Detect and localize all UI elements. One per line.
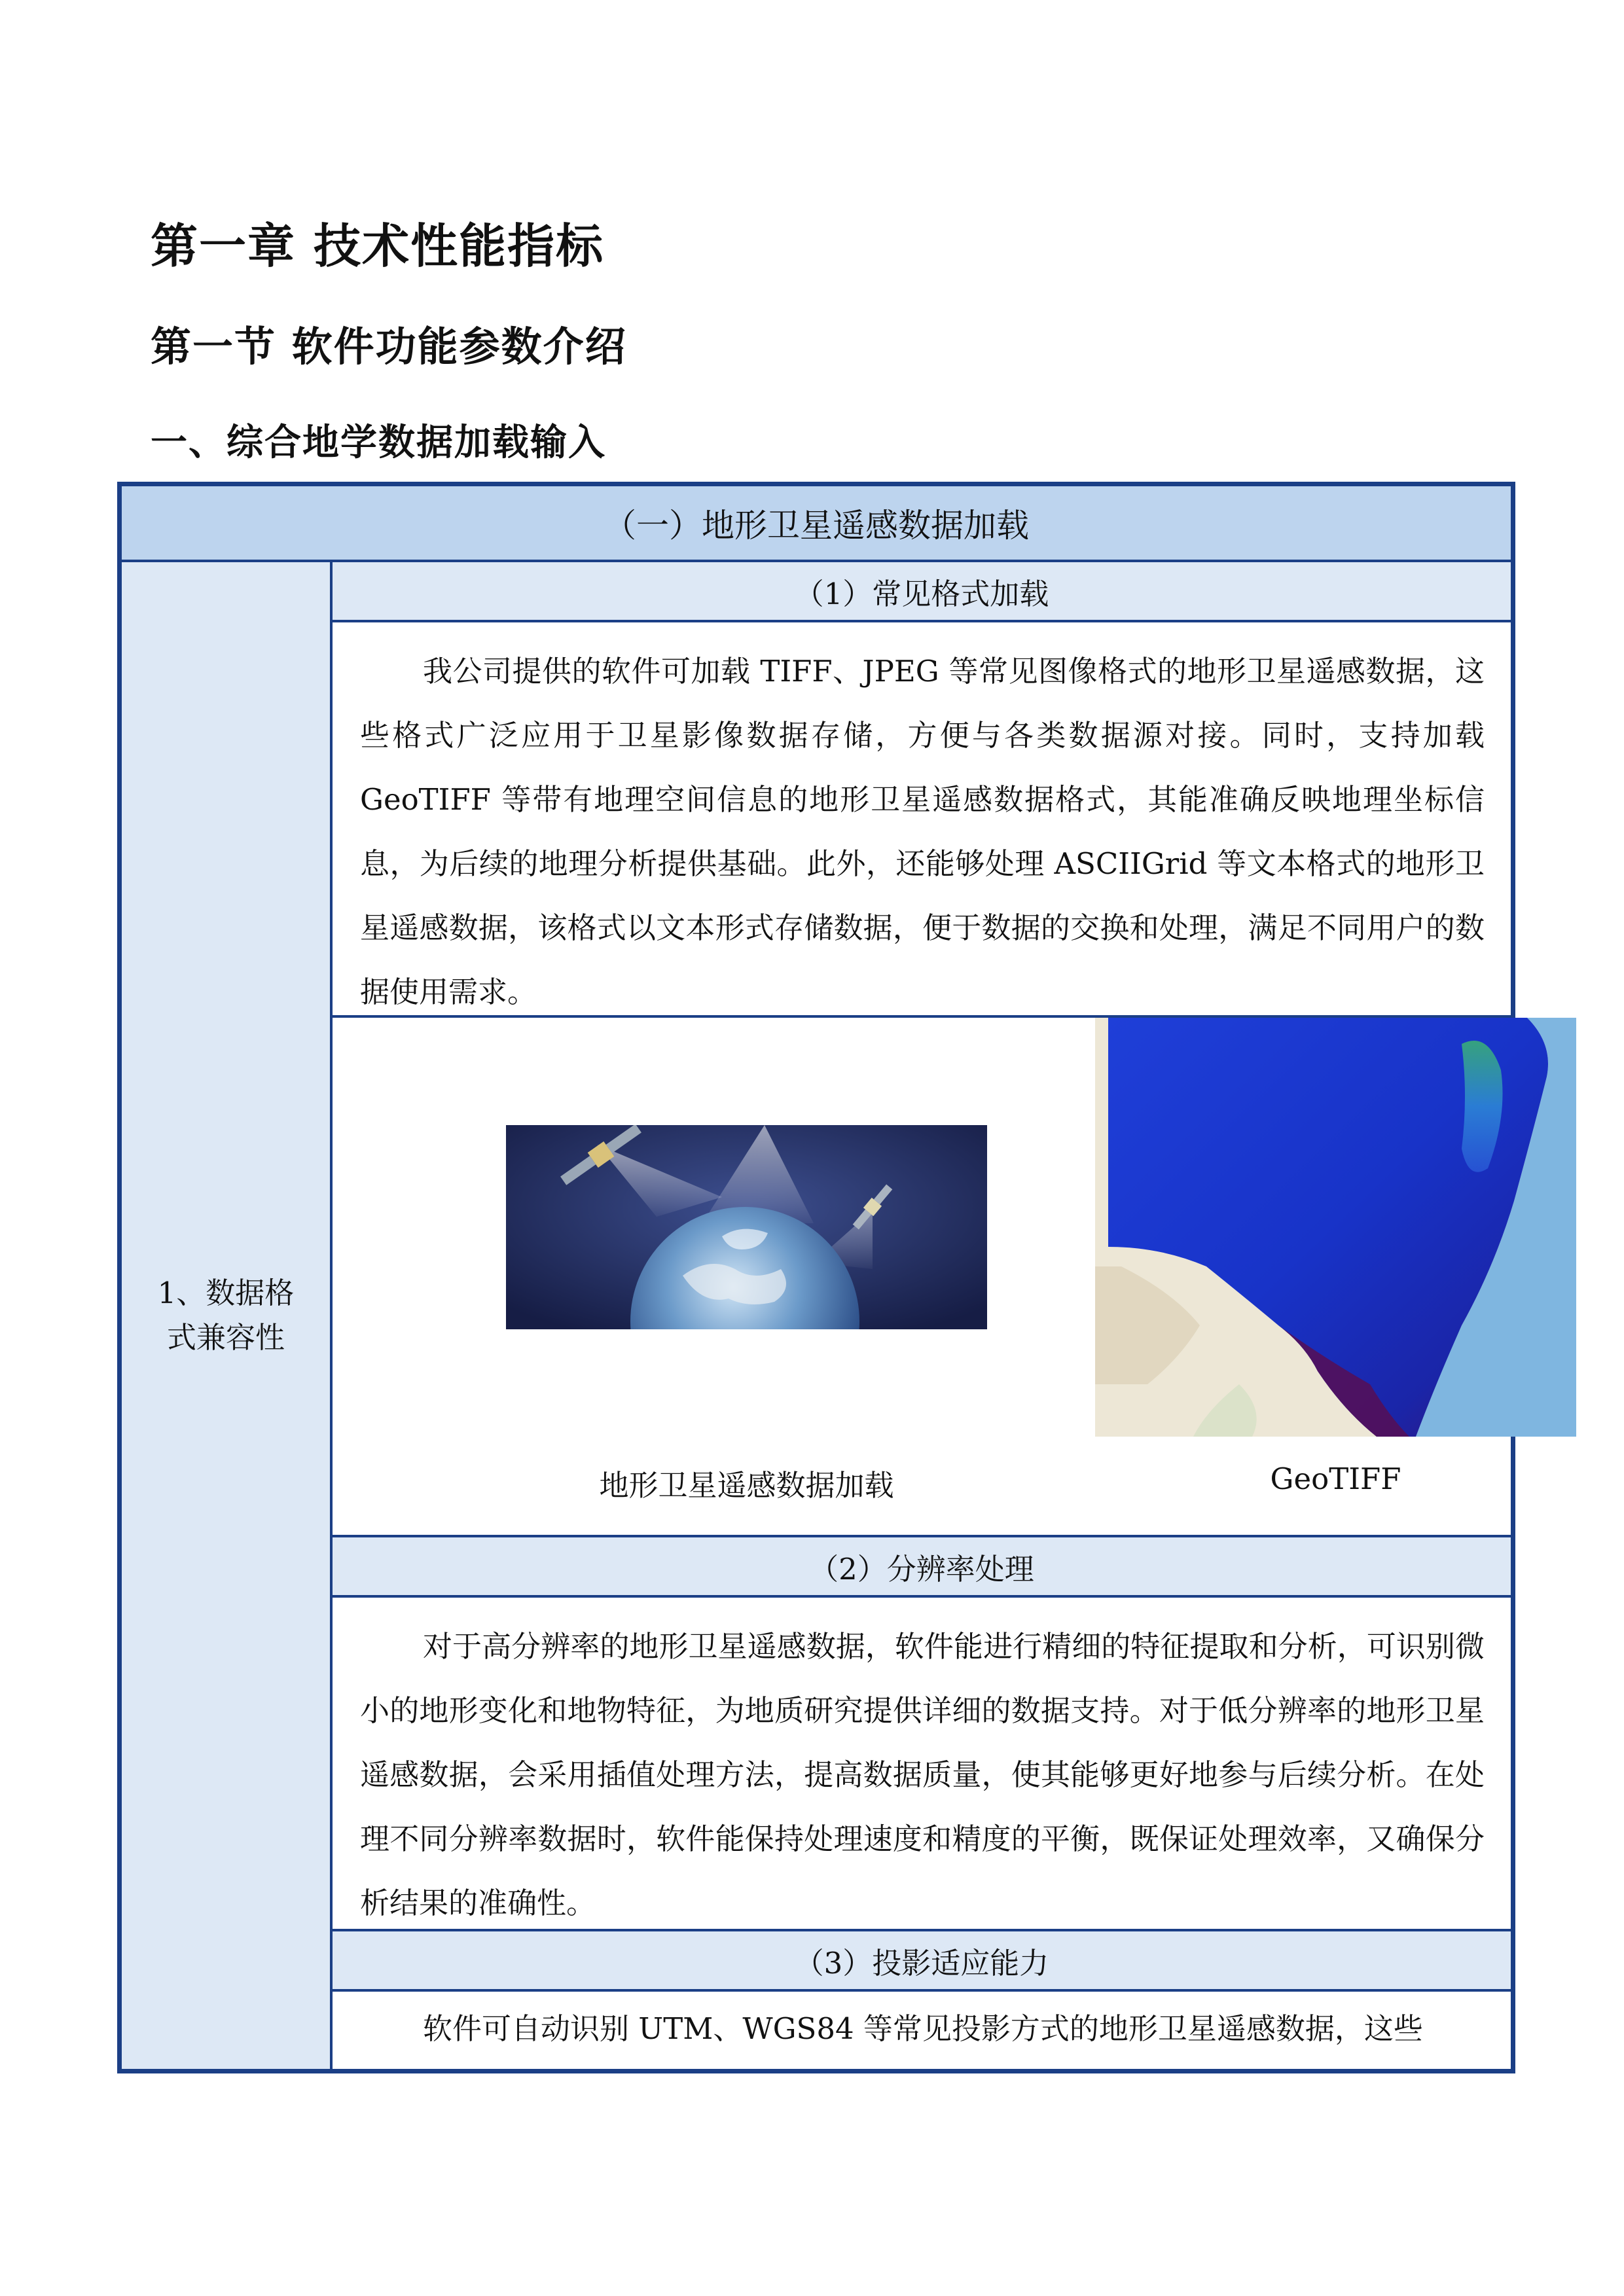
paragraph-projection: 软件可自动识别 UTM、WGS84 等常见投影方式的地形卫星遥感数据，这些 <box>423 2011 1423 2046</box>
image-row <box>333 1018 1511 1535</box>
caption-geotiff: GeoTIFF <box>1270 1462 1401 1496</box>
table-title: （一）地形卫星遥感数据加载 <box>122 486 1511 560</box>
subsection-title: 一、综合地学数据加载输入 <box>151 422 606 464</box>
satellite-image <box>506 1125 987 1329</box>
subheading-resolution: （2）分辨率处理 <box>333 1537 1511 1595</box>
section-title: 第一节 软件功能参数介绍 <box>151 323 627 370</box>
paragraph-common-formats: 我公司提供的软件可加载 TIFF、JPEG 等常见图像格式的地形卫星遥感数据，这些格式广泛应用于卫星影像数据存储，方便与各类数据源对接。同时，支持加载 GeoTIFF 等带有地理空间信息的地形卫星遥感数据格式，其能准确反映地理坐标信息，为后续的地理分析提供基础。此外，还能够处理 ASCIIGrid 等文本格式的地形卫星遥感数据，该格式以文本形式存储数据，便于数据的交换和处理，满足不同用户的数据使用需求。 <box>360 654 1485 1009</box>
subheading-projection: （3）投影适应能力 <box>333 1931 1511 1989</box>
paragraph-resolution: 对于高分辨率的地形卫星遥感数据，软件能进行精细的特征提取和分析，可识别微小的地形变化和地物特征，为地质研究提供详细的数据支持。对于低分辨率的地形卫星遥感数据，会采用插值处理方法，提高数据质量，使其能够更好地参与后续分析。在处理不同分辨率数据时，软件能保持处理速度和精度的平衡，既保证处理效率，又确保分析结果的准确性。 <box>360 1629 1485 1920</box>
left-category-cell <box>122 562 330 2069</box>
subheading-common-formats: （1）常见格式加载 <box>333 562 1511 620</box>
chapter-title: 第一章 技术性能指标 <box>151 219 605 274</box>
left-category-label: 1、数据格式兼容性 <box>157 1276 295 1355</box>
spec-table <box>117 482 1515 2073</box>
caption-satellite: 地形卫星遥感数据加载 <box>599 1468 894 1503</box>
geotiff-map-image <box>1095 1018 1576 1437</box>
